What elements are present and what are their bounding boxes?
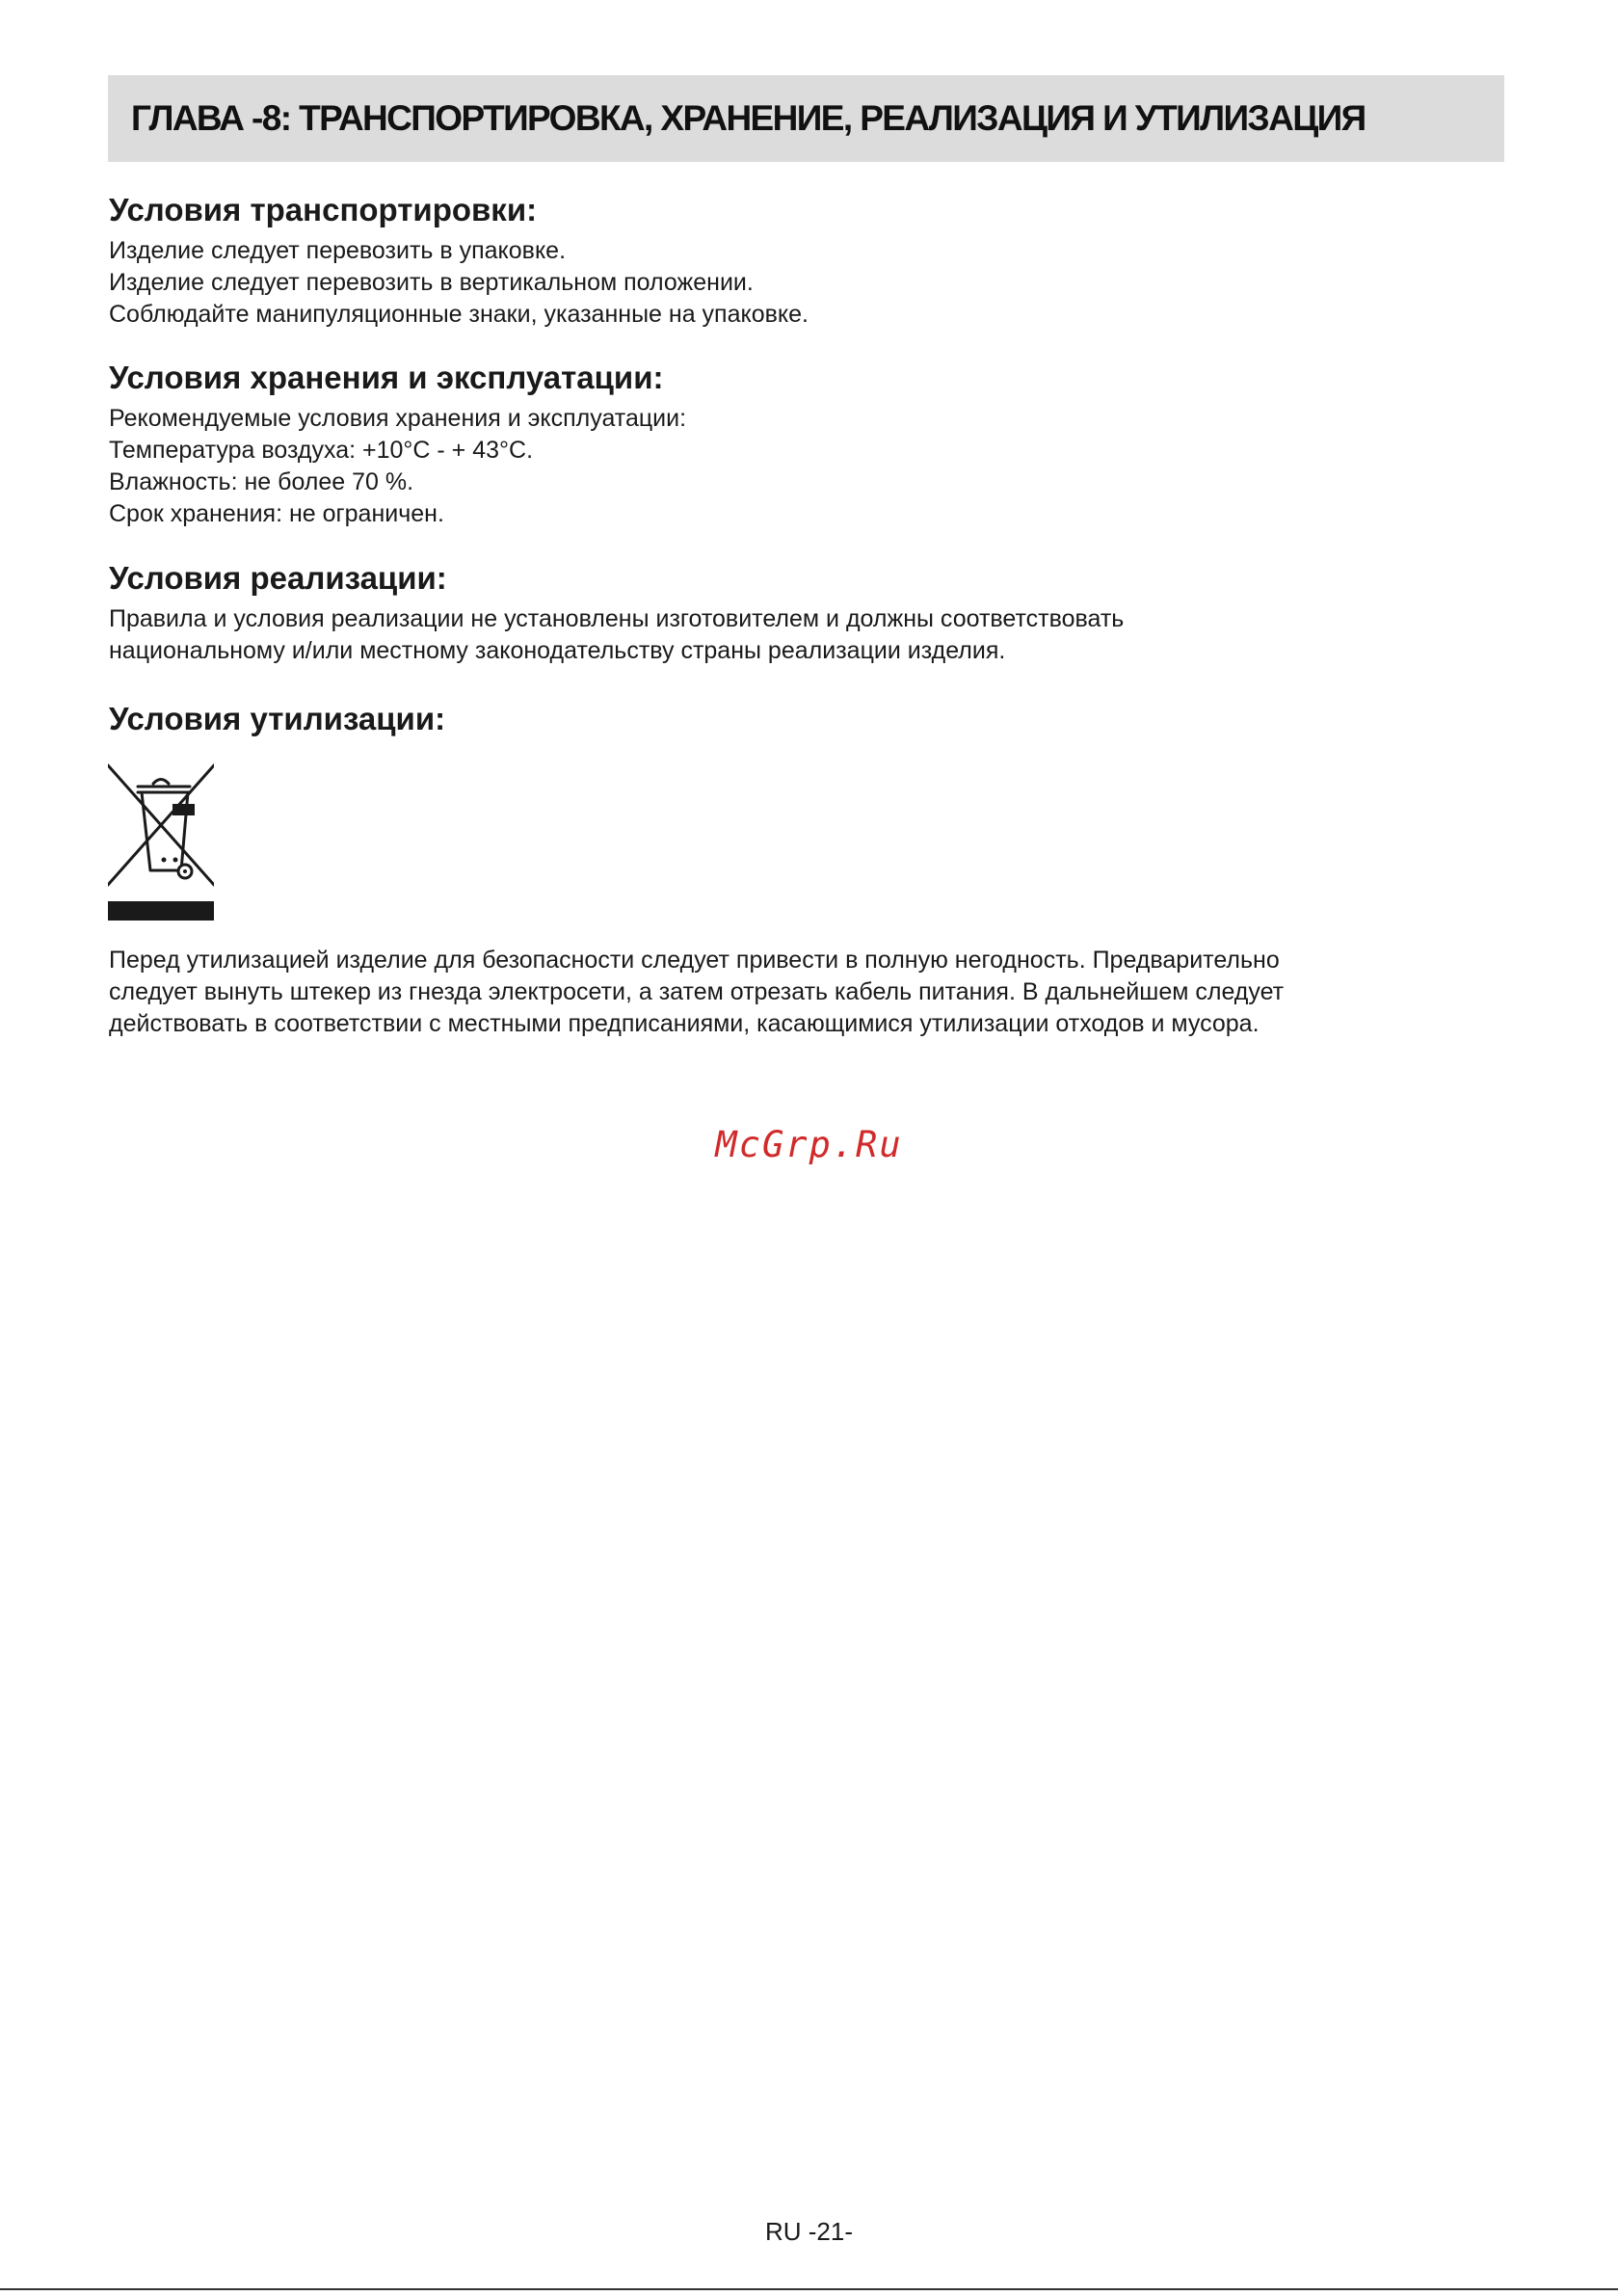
disposal-line: следует вынуть штекер из гнезда электросети, а затем отрезать кабель питания. В дальнейшем следует [109,978,1285,1005]
bottom-rule [0,2288,1618,2290]
section-sale [109,559,1497,667]
sale-line: Правила и условия реализации не установлены изготовителем и должны соответствовать [109,605,1125,632]
disposal-paragraph [109,945,1506,1040]
disposal-line: действовать в соответствии с местными предписаниями, касающимися утилизации отходов и мусора. [109,1010,1260,1037]
transport-line: Соблюдайте манипуляционные знаки, указанные на упаковке. [109,301,809,328]
transport-line: Изделие следует перевозить в вертикальном положении. [109,269,754,296]
chapter-banner [108,75,1504,162]
section-heading-storage: Условия хранения и эксплуатации: [109,360,664,395]
crossed-out-wheeled-bin-icon [108,763,214,921]
sale-line: национальному и/или местному законодательству страны реализации изделия. [109,637,1006,664]
section-transport [109,191,1497,331]
storage-line: Рекомендуемые условия хранения и эксплуатации: [109,405,687,432]
section-heading-sale: Условия реализации: [109,560,447,596]
transport-line: Изделие следует перевозить в упаковке. [109,237,567,264]
chapter-title: ГЛАВА -8: ТРАНСПОРТИРОВКА, ХРАНЕНИЕ, РЕАЛИЗАЦИЯ И УТИЛИЗАЦИЯ [131,98,1366,138]
storage-line: Температура воздуха: +10°C - + 43°C. [109,437,534,464]
storage-line: Влажность: не более 70 %. [109,468,414,495]
disposal-line: Перед утилизацией изделие для безопасности следует привести в полную негодность. Предварительно [109,947,1280,974]
section-storage [109,359,1497,530]
section-heading-transport: Условия транспортировки: [109,192,538,227]
section-disposal [109,700,1497,744]
storage-line: Срок хранения: не ограничен. [109,500,444,527]
watermark: McGrp.Ru [715,1124,903,1165]
section-heading-disposal: Условия утилизации: [109,701,446,736]
page-number: RU -21- [764,2217,853,2246]
